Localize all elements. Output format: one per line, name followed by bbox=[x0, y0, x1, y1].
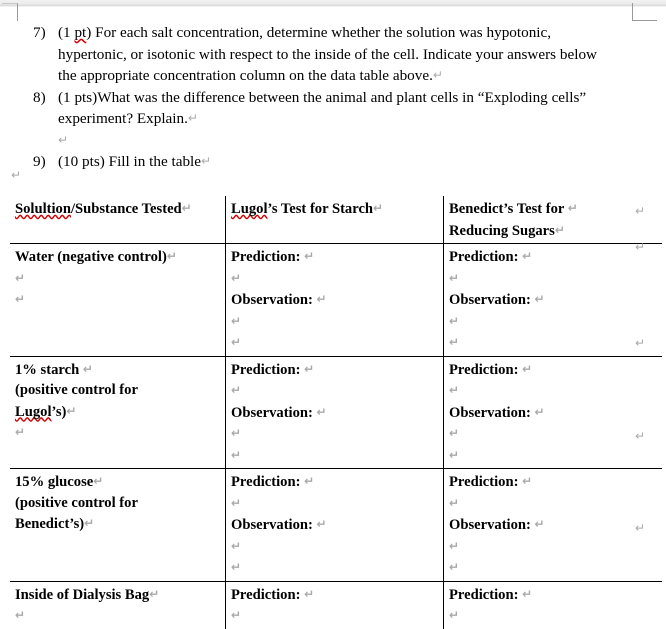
paragraph-mark-icon: ↵ bbox=[166, 249, 177, 263]
table-row bbox=[10, 244, 662, 357]
row-label-starch-line-3 bbox=[15, 401, 221, 423]
question-item-7[interactable] bbox=[0, 22, 666, 87]
row-label-blank-line bbox=[15, 605, 221, 627]
answer-blank-line bbox=[231, 536, 439, 558]
paragraph-mark-icon: ↵ bbox=[15, 292, 26, 306]
table-cell-benedicts-water[interactable] bbox=[444, 244, 663, 357]
prediction-label bbox=[231, 471, 439, 493]
answer-blank-line bbox=[449, 605, 658, 627]
paragraph-mark-icon: ↵ bbox=[231, 608, 242, 622]
table-header-row bbox=[10, 196, 662, 244]
prediction-text: Prediction: bbox=[449, 361, 523, 378]
paragraph-mark-icon: ↵ bbox=[522, 474, 533, 488]
paragraph-mark-icon: ↵ bbox=[231, 313, 242, 328]
paragraph-mark-icon: ↵ bbox=[231, 270, 242, 285]
table-row-end-mark-icon: ↵ bbox=[635, 240, 646, 254]
question-9-line-1 bbox=[58, 151, 666, 173]
table-header-cell-solution bbox=[10, 196, 226, 244]
row-label-water bbox=[15, 246, 221, 268]
margin-bracket-top-right bbox=[632, 3, 657, 21]
paragraph-mark-icon: ↵ bbox=[231, 447, 242, 462]
prediction-text: Prediction: bbox=[449, 249, 523, 265]
question-number-9: 9) bbox=[33, 153, 46, 170]
observation-text: Observation: bbox=[231, 404, 317, 421]
table-cell-lugols-glucose[interactable] bbox=[226, 469, 444, 582]
observation-text: Observation: bbox=[449, 404, 535, 421]
row-label-starch-text-3: ’s) bbox=[51, 403, 67, 420]
paragraph-mark-icon: ↵ bbox=[449, 608, 460, 622]
paragraph-mark-icon: ↵ bbox=[201, 154, 212, 168]
paragraph-mark-icon: ↵ bbox=[15, 270, 26, 285]
paragraph-mark-icon: ↵ bbox=[149, 586, 160, 601]
paragraph-mark-icon: ↵ bbox=[316, 404, 327, 419]
question-number-7: 7) bbox=[33, 24, 46, 41]
table-row-end-mark-icon: ↵ bbox=[635, 521, 646, 535]
paragraph-mark-icon: ↵ bbox=[449, 335, 460, 349]
paragraph-mark-icon: ↵ bbox=[231, 560, 242, 574]
answer-blank-line bbox=[449, 311, 658, 333]
table-cell-label-starch[interactable] bbox=[10, 356, 226, 469]
answer-blank-line bbox=[449, 493, 658, 515]
prediction-label bbox=[449, 359, 658, 381]
answer-blank-line bbox=[449, 557, 658, 579]
question-8-line-2 bbox=[58, 108, 666, 130]
table-header-lugols-rest: ’s Test for Starch bbox=[267, 201, 374, 217]
paragraph-mark-icon: ↵ bbox=[522, 586, 533, 601]
paragraph-mark-icon: ↵ bbox=[534, 292, 545, 306]
paragraph-mark-icon: ↵ bbox=[449, 426, 460, 440]
prediction-label bbox=[231, 359, 439, 381]
prediction-label bbox=[449, 471, 658, 493]
prediction-text: Prediction: bbox=[231, 586, 305, 603]
observation-label bbox=[449, 402, 658, 424]
row-label-glucose-line-2: (positive control for bbox=[15, 494, 138, 511]
answer-blank-line bbox=[449, 423, 658, 445]
table-header-solution-rest: /Substance Tested bbox=[70, 201, 182, 217]
paragraph-mark-icon: ↵ bbox=[181, 201, 192, 215]
spellcheck-word-lugol: Lugol bbox=[231, 201, 268, 217]
paragraph-mark-icon: ↵ bbox=[449, 560, 460, 574]
answer-blank-line bbox=[449, 445, 658, 467]
answer-blank-line bbox=[231, 311, 439, 333]
answer-blank-line bbox=[231, 445, 439, 467]
paragraph-mark-icon: ↵ bbox=[316, 517, 327, 531]
answer-blank-line bbox=[231, 332, 439, 354]
prediction-label bbox=[231, 246, 439, 268]
paragraph-mark-icon: ↵ bbox=[231, 495, 242, 510]
paragraph-mark-icon: ↵ bbox=[522, 361, 533, 376]
row-label-blank-line bbox=[15, 422, 221, 444]
table-cell-benedicts-starch[interactable] bbox=[444, 356, 663, 469]
observation-label bbox=[231, 514, 439, 536]
paragraph-mark-icon: ↵ bbox=[534, 404, 545, 419]
row-label-starch-text-1: 1% starch bbox=[15, 361, 83, 378]
question-number-8: 8) bbox=[33, 88, 46, 106]
question-8-line-1: (1 pts)What was the difference between the animal and plant cells in “Exploding cells” bbox=[58, 88, 587, 106]
observation-label bbox=[231, 402, 439, 424]
observation-text: Observation: bbox=[231, 292, 317, 308]
row-label-blank-line bbox=[15, 289, 221, 311]
row-label-dialysis-bag-text: Inside of Dialysis Bag bbox=[15, 586, 150, 603]
prediction-text: Prediction: bbox=[231, 474, 305, 490]
question-item-9[interactable] bbox=[0, 151, 666, 173]
paragraph-mark-icon: ↵ bbox=[449, 383, 460, 397]
paragraph-mark-icon: ↵ bbox=[449, 313, 460, 328]
answer-blank-line bbox=[231, 380, 439, 402]
table-cell-label-water[interactable] bbox=[10, 244, 226, 357]
paragraph-mark-icon: ↵ bbox=[231, 335, 242, 349]
paragraph-mark-icon: ↵ bbox=[66, 403, 77, 418]
prediction-label bbox=[449, 246, 658, 268]
paragraph-mark-icon: ↵ bbox=[522, 249, 533, 263]
answer-blank-line bbox=[449, 380, 658, 402]
question-9-text: (10 pts) Fill in the table bbox=[58, 153, 201, 170]
answer-blank-line bbox=[449, 268, 658, 290]
question-8-line-2-text: experiment? Explain. bbox=[58, 110, 188, 127]
margin-bracket-top-left bbox=[2, 3, 18, 21]
observation-label bbox=[449, 289, 658, 311]
prediction-label bbox=[231, 584, 439, 606]
table-cell-label-glucose[interactable] bbox=[10, 469, 226, 582]
paragraph-mark-icon: ↵ bbox=[304, 474, 315, 488]
paragraph-mark-icon: ↵ bbox=[373, 201, 384, 215]
table-cell-lugols-dialysis-bag[interactable] bbox=[226, 581, 444, 629]
table-row bbox=[10, 581, 662, 629]
observation-text: Observation: bbox=[449, 517, 535, 533]
answer-blank-line bbox=[231, 493, 439, 515]
paragraph-mark-icon: ↵ bbox=[304, 586, 315, 601]
question-7-line-2: hypertonic, or isotonic with respect to the inside of the cell. Indicate your answers below bbox=[58, 45, 598, 63]
spellcheck-word-pt: pt bbox=[74, 24, 87, 41]
row-label-blank-line bbox=[15, 268, 221, 290]
table-row-end-mark-icon: ↵ bbox=[635, 204, 646, 218]
paragraph-mark-icon: ↵ bbox=[58, 132, 69, 147]
spellcheck-word-solultion: Solultion bbox=[15, 201, 71, 217]
question-7-line-3 bbox=[58, 65, 666, 87]
table-row bbox=[10, 356, 662, 469]
paragraph-mark-icon: ↵ bbox=[449, 447, 460, 462]
blank-paragraph-after-question-8 bbox=[0, 130, 666, 152]
row-label-starch-line-1 bbox=[15, 359, 221, 381]
paragraph-mark-icon: ↵ bbox=[231, 383, 242, 397]
table-row-end-mark-icon: ↵ bbox=[635, 336, 646, 350]
prediction-text: Prediction: bbox=[231, 249, 305, 265]
observation-label bbox=[231, 289, 439, 311]
observation-label bbox=[449, 514, 658, 536]
row-label-glucose-line-1 bbox=[15, 471, 221, 493]
paragraph-mark-icon: ↵ bbox=[84, 516, 95, 530]
answer-blank-line bbox=[231, 605, 439, 627]
paragraph-mark-icon: ↵ bbox=[449, 270, 460, 285]
observation-text: Observation: bbox=[231, 517, 317, 533]
prediction-label bbox=[449, 584, 658, 606]
table-cell-benedicts-dialysis-bag[interactable] bbox=[444, 581, 663, 629]
page-top-edge-strip bbox=[0, 0, 666, 7]
table-cell-benedicts-glucose[interactable] bbox=[444, 469, 663, 582]
prediction-text: Prediction: bbox=[449, 474, 523, 490]
row-label-glucose-text-1: 15% glucose bbox=[15, 474, 94, 490]
paragraph-mark-icon: ↵ bbox=[231, 426, 242, 440]
table-header-benedicts-line-2 bbox=[449, 220, 658, 242]
row-label-starch-line-2: (positive control for bbox=[15, 382, 138, 398]
answer-blank-line bbox=[449, 332, 658, 354]
table-header-benedicts-text-1: Benedict’s Test for bbox=[449, 201, 568, 217]
observation-text: Observation: bbox=[449, 292, 535, 308]
paragraph-mark-icon: ↵ bbox=[534, 517, 545, 531]
question-7-line-1 bbox=[58, 22, 666, 44]
table-cell-label-dialysis-bag[interactable] bbox=[10, 581, 226, 629]
question-7-line-3-text: the appropriate concentration column on the data table above. bbox=[58, 67, 433, 84]
prediction-text: Prediction: bbox=[449, 586, 523, 603]
table-header-cell-benedicts bbox=[444, 196, 663, 244]
table-header-benedicts-line-1 bbox=[449, 198, 658, 220]
paragraph-mark-icon: ↵ bbox=[187, 111, 198, 125]
table-row bbox=[10, 469, 662, 582]
table-cell-lugols-starch[interactable] bbox=[226, 356, 444, 469]
prediction-text: Prediction: bbox=[231, 361, 305, 378]
paragraph-mark-icon: ↵ bbox=[304, 249, 315, 263]
paragraph-mark-icon: ↵ bbox=[316, 292, 327, 306]
row-label-dialysis-bag bbox=[15, 584, 221, 606]
question-7-points-prefix: (1 bbox=[58, 24, 75, 41]
paragraph-mark-icon: ↵ bbox=[15, 608, 26, 622]
table-header-solution-text bbox=[15, 198, 221, 220]
margin-paragraph-mark-icon: ↵ bbox=[11, 168, 22, 182]
paragraph-mark-icon: ↵ bbox=[449, 495, 460, 510]
paragraph-mark-icon: ↵ bbox=[231, 538, 242, 553]
answer-blank-line bbox=[449, 536, 658, 558]
paragraph-mark-icon: ↵ bbox=[567, 201, 578, 215]
question-item-8[interactable] bbox=[0, 87, 666, 130]
paragraph-mark-icon: ↵ bbox=[93, 474, 104, 488]
paragraph-mark-icon: ↵ bbox=[554, 222, 565, 237]
row-label-glucose-text-3: Benedict’s) bbox=[15, 516, 85, 532]
paragraph-mark-icon: ↵ bbox=[449, 538, 460, 553]
paragraph-mark-icon: ↵ bbox=[432, 68, 443, 82]
results-data-table bbox=[10, 196, 662, 629]
spellcheck-word-lugol: Lugol bbox=[15, 403, 52, 420]
table-cell-lugols-water[interactable] bbox=[226, 244, 444, 357]
table-row-end-mark-icon: ↵ bbox=[635, 429, 646, 443]
table-header-cell-lugols bbox=[226, 196, 444, 244]
answer-blank-line bbox=[231, 268, 439, 290]
table-header-benedicts-text-2: Reducing Sugars bbox=[449, 222, 555, 239]
row-label-water-text: Water (negative control) bbox=[15, 249, 167, 265]
paragraph-mark-icon: ↵ bbox=[304, 361, 315, 376]
answer-blank-line bbox=[231, 557, 439, 579]
paragraph-mark-icon: ↵ bbox=[82, 361, 93, 376]
paragraph-mark-icon: ↵ bbox=[15, 425, 26, 439]
row-label-glucose-line-3 bbox=[15, 513, 221, 535]
table-header-lugols-text bbox=[231, 198, 439, 220]
answer-blank-line bbox=[231, 423, 439, 445]
question-7-text-rest: ) For each salt concentration, determine whether the solution was hypotonic, bbox=[86, 24, 552, 41]
question-list bbox=[0, 22, 666, 173]
